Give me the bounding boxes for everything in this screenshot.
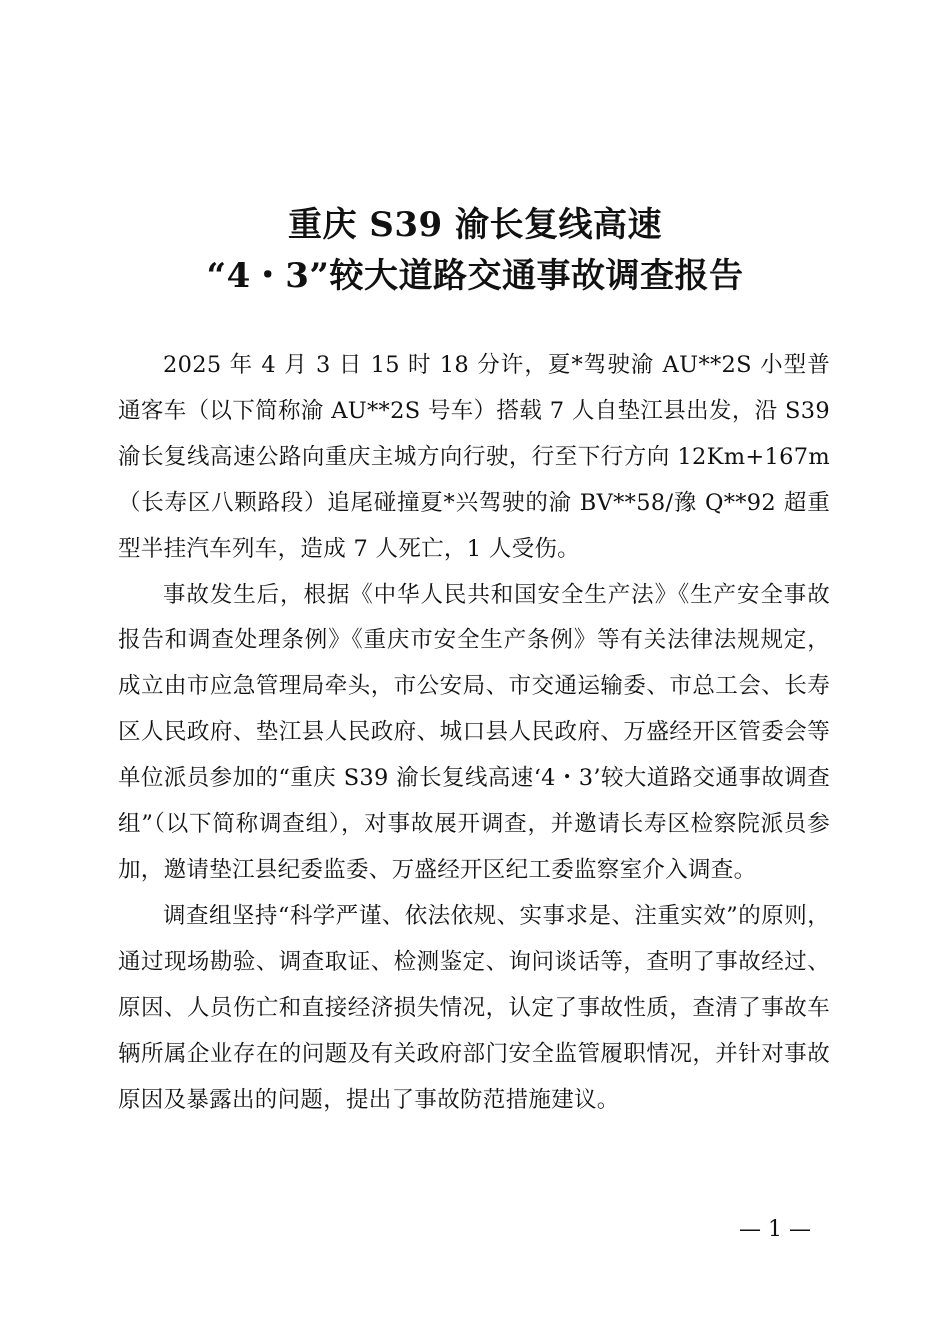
page-number: — 1 — [739,1217,811,1242]
report-body [118,343,830,1123]
paragraph-accident-summary: 2025 年 4 月 3 日 15 时 18 分许，夏*驾驶渝 AU**2S 小型普通客车（以下简称渝 AU**2S 号车）搭载 7 人自垫江县出发，沿 S39 渝长复线高速公路向重庆主城方向行驶，行至下行方向 12Km+167m（长寿区八颗路段）追尾碰撞夏*兴驾驶的渝 BV**58/豫 Q**92 超重型半挂汽车列车，造成 7 人死亡，1 人受伤。 [118,352,830,562]
paragraph-investigation-principles: 调查组坚持“科学严谨、依法依规、实事求是、注重实效”的原则，通过现场勘验、调查取证、检测鉴定、询问谈话等，查明了事故经过、原因、人员伤亡和直接经济损失情况，认定了事故性质，查清了事故车辆所属企业存在的问题及有关政府部门安全监管履职情况，并针对事故原因及暴露出的问题，提出了事故防范措施建议。 [118,902,830,1113]
report-title [0,200,950,302]
title-line-1: 重庆 S39 渝长复线高速 [287,205,663,245]
paragraph-investigation-setup: 事故发生后，根据《中华人民共和国安全生产法》《生产安全事故报告和调查处理条例》《重庆市安全生产条例》等有关法律法规规定，成立由市应急管理局牵头，市公安局、市交通运输委、市总工会、长寿区人民政府、垫江县人民政府、城口县人民政府、万盛经开区管委会等单位派员参加的“重庆 S39 渝长复线高速‘4・3’较大道路交通事故调查组”（以下简称调查组），对事故展开调查，并邀请长寿区检察院派员参加，邀请垫江县纪委监委、万盛经开区纪工委监察室介入调查。 [118,581,830,883]
title-line-2: “4・3”较大道路交通事故调查报告 [206,256,744,296]
